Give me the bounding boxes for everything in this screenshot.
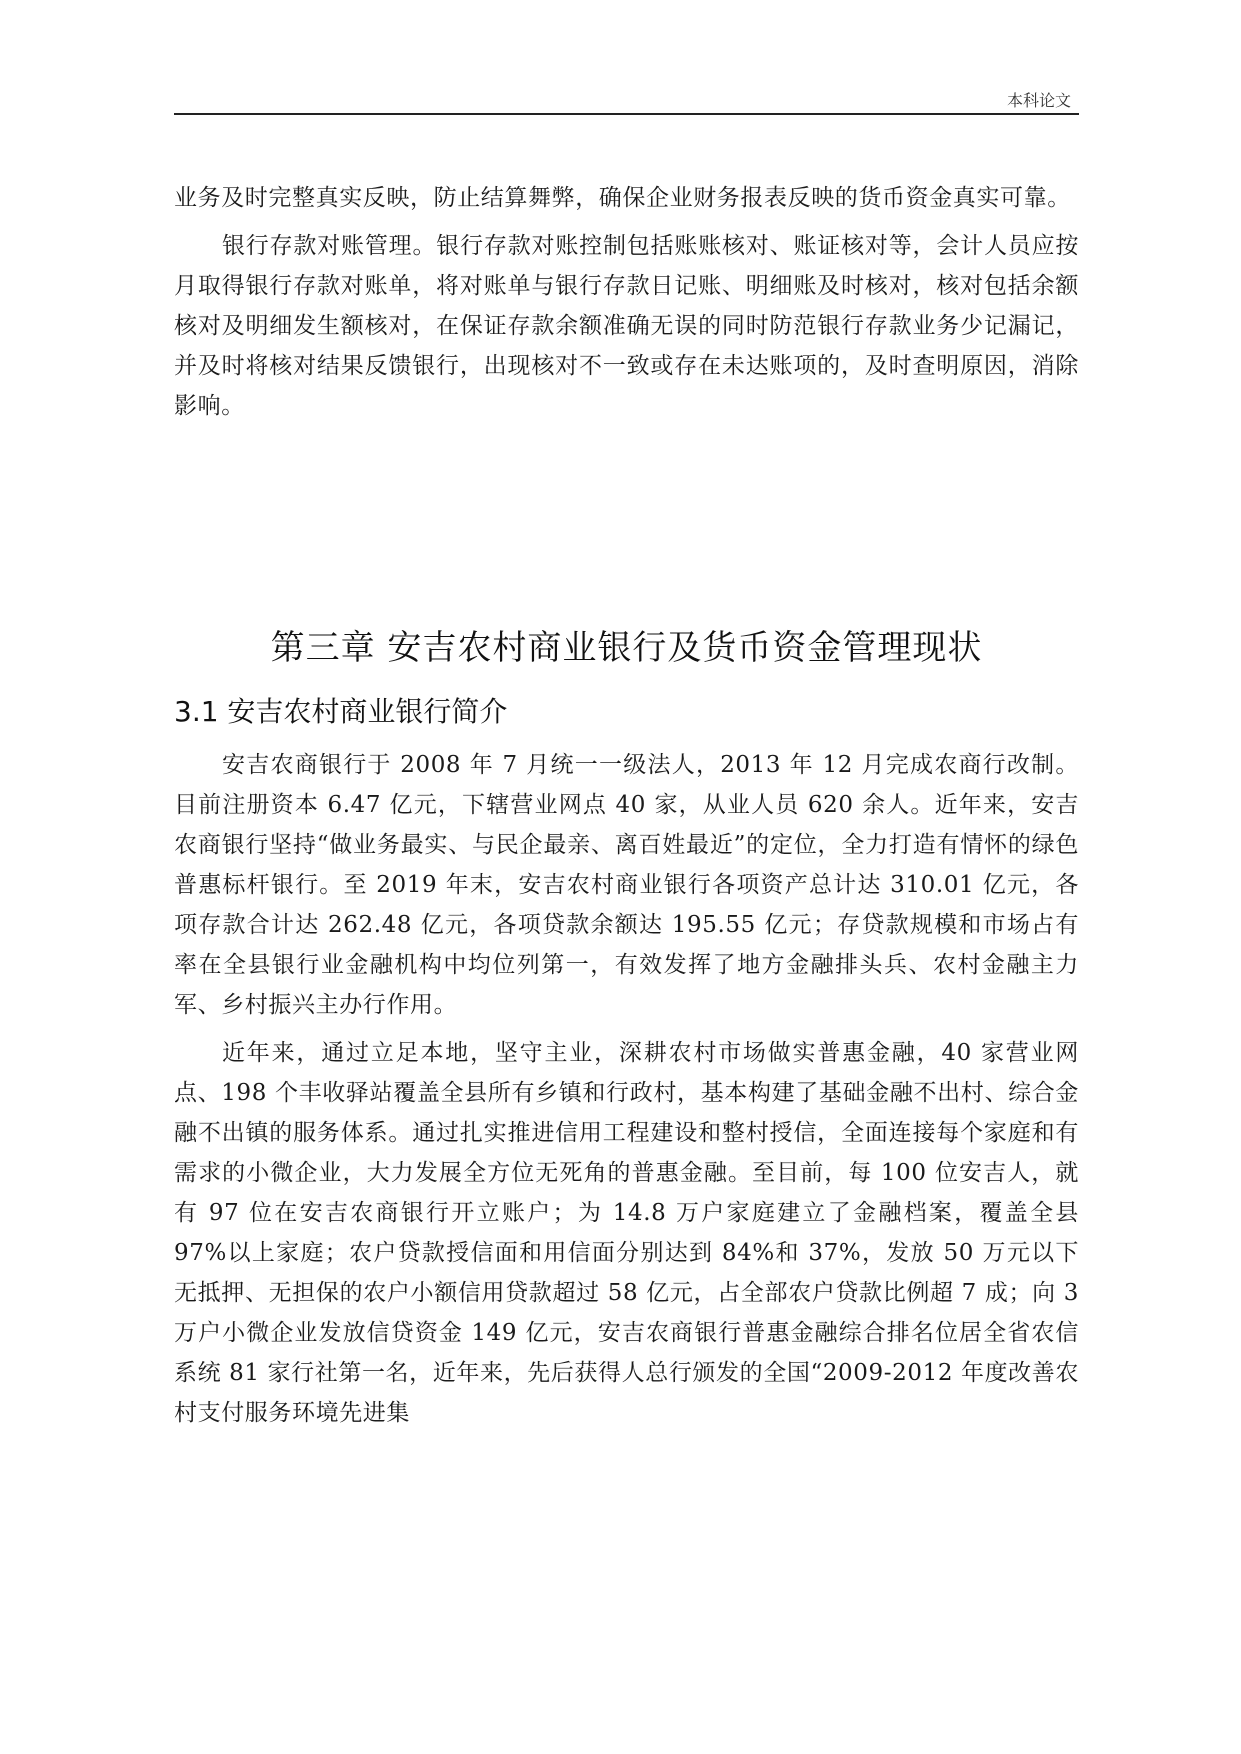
section-text-block xyxy=(174,745,1079,1441)
paragraph-bank-profile: 安吉农商银行于 2008 年 7 月统一一级法人，2013 年 12 月完成农商行改制。目前注册资本 6.47 亿元，下辖营业网点 40 家，从业人员 620 余人。近年来，安吉农商银行坚持“做业务最实、与民企最亲、离百姓最近”的定位，全力打造有情怀的绿色普惠标杆银行。至 2019 年末，安吉农村商业银行各项资产总计达 310.01 亿元，各项存款合计达 262.48 亿元，各项贷款余额达 195.55 亿元；存贷款规模和市场占有率在全县银行业金融机构中均位列第一，有效发挥了地方金融排头兵、农村金融主力军、乡村振兴主办行作用。 xyxy=(174,752,1079,1018)
running-header: 本科论文 xyxy=(1006,91,1071,110)
header-divider xyxy=(174,113,1079,115)
paragraph-inclusive-finance: 近年来，通过立足本地，坚守主业，深耕农村市场做实普惠金融，40 家营业网点、198 个丰收驿站覆盖全县所有乡镇和行政村，基本构建了基础金融不出村、综合金融不出镇的服务体系。通过扎实推进信用工程建设和整村授信，全面连接每个家庭和有需求的小微企业，大力发展全方位无死角的普惠金融。至目前，每 100 位安吉人，就有 97 位在安吉农商银行开立账户；为 14.8 万户家庭建立了金融档案，覆盖全县 97%以上家庭；农户贷款授信面和用信面分别达到 84%和 37%，发放 50 万元以下无抵押、无担保的农户小额信用贷款超过 58 亿元，占全部农户贷款比例超 7 成；向 3 万户小微企业发放信贷资金 149 亿元，安吉农商银行普惠金融综合排名位居全省农信系统 81 家行社第一名，近年来，先后获得人总行颁发的全国“2009-2012 年度改善农村支付服务环境先进集 xyxy=(174,1040,1079,1426)
chapter-title: 第三章 安吉农村商业银行及货币资金管理现状 xyxy=(270,628,983,668)
section-title: 3.1 安吉农村商业银行简介 xyxy=(174,695,508,728)
paragraph-continued: 业务及时完整真实反映，防止结算舞弊，确保企业财务报表反映的货币资金真实可靠。 xyxy=(174,185,1071,211)
paragraph-bank-reconciliation: 银行存款对账管理。银行存款对账控制包括账账核对、账证核对等，会计人员应按月取得银行存款对账单，将对账单与银行存款日记账、明细账及时核对，核对包括余额核对及明细发生额核对，在保证存款余额准确无误的同时防范银行存款业务少记漏记，并及时将核对结果反馈银行，出现核对不一致或存在未达账项的，及时查明原因，消除影响。 xyxy=(174,233,1079,419)
top-text-block xyxy=(174,178,1079,434)
